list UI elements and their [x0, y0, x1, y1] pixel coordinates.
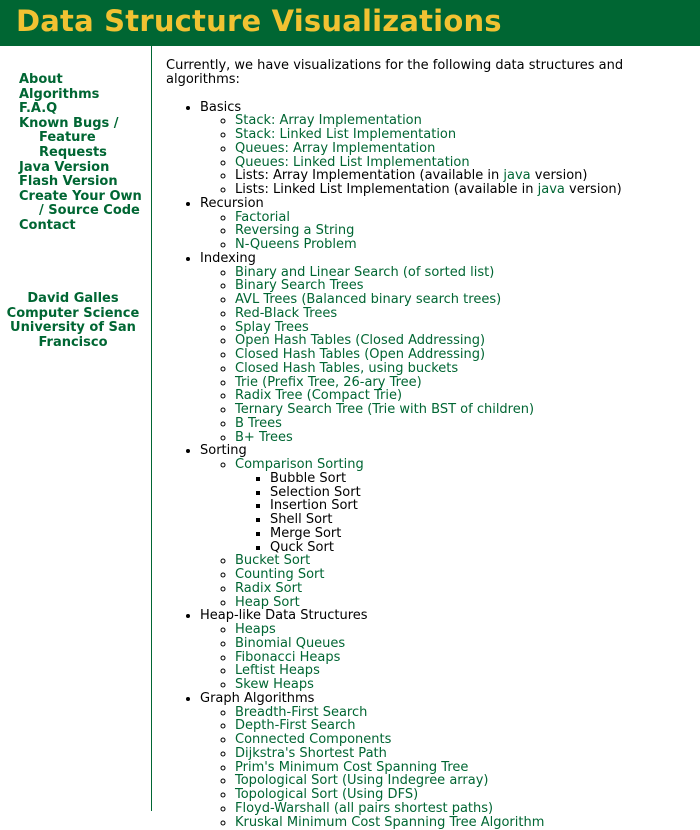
list-item — [270, 513, 696, 527]
sort-name: Selection Sort — [270, 484, 361, 500]
algorithm-link[interactable]: Binomial Queues — [235, 635, 346, 651]
list-item — [270, 541, 696, 555]
list-item[interactable] — [235, 142, 696, 156]
nav-link-known-bugs[interactable]: Known Bugs / Feature Requests — [19, 115, 119, 160]
algorithm-link[interactable]: Open Hash Tables (Closed Addressing) — [235, 333, 486, 349]
list-item[interactable] — [235, 279, 696, 293]
section-sublist — [200, 623, 696, 692]
algorithm-link[interactable]: Stack: Linked List Implementation — [235, 127, 457, 142]
section-item — [200, 252, 696, 445]
section-item — [200, 197, 696, 252]
list-item[interactable] — [235, 238, 696, 252]
list-item[interactable] — [235, 417, 696, 431]
nav-link-java-version[interactable]: Java Version — [19, 159, 110, 175]
list-item[interactable] — [235, 637, 696, 651]
algorithm-link[interactable]: Heaps — [235, 622, 276, 637]
list-item[interactable] — [235, 266, 696, 280]
nav-link-contact[interactable]: Contact — [19, 217, 76, 233]
sort-name: Quck Sort — [270, 539, 334, 555]
java-version-link[interactable]: java — [503, 168, 531, 184]
list-item[interactable] — [235, 376, 696, 390]
algorithm-link[interactable]: Skew Heaps — [235, 677, 314, 692]
list-item[interactable] — [235, 114, 696, 128]
algorithm-link[interactable]: Counting Sort — [235, 567, 325, 582]
list-item[interactable] — [235, 431, 696, 445]
algorithm-link[interactable]: Heap Sort — [235, 594, 300, 610]
algorithm-link[interactable]: Connected Components — [235, 732, 392, 747]
nav-link-faq[interactable]: F.A.Q — [19, 101, 58, 117]
list-item[interactable] — [235, 802, 696, 816]
list-item[interactable] — [235, 774, 696, 788]
list-item[interactable] — [235, 761, 696, 775]
algorithm-link[interactable]: Prim's Minimum Cost Spanning Tree — [235, 759, 469, 775]
nav-link-algorithms[interactable]: Algorithms — [19, 86, 100, 102]
list-item[interactable] — [235, 651, 696, 665]
algorithm-link[interactable]: Queues: Array Implementation — [235, 140, 436, 156]
section-item — [200, 609, 696, 692]
list-item[interactable] — [235, 706, 696, 720]
list-item[interactable] — [235, 788, 696, 802]
list-item[interactable] — [235, 224, 696, 238]
nav-item-algorithms[interactable] — [19, 88, 147, 103]
list-item[interactable] — [235, 403, 696, 417]
algorithm-link[interactable]: B+ Trees — [235, 429, 293, 445]
nav-item-flash-version[interactable] — [19, 175, 147, 190]
sidebar-nav — [19, 73, 147, 234]
list-item-suffix: version) — [530, 168, 588, 184]
list-item-text: Lists: Linked List Implementation (available in — [235, 182, 538, 197]
nav-link-about[interactable]: About — [19, 72, 63, 87]
algorithm-link[interactable]: Red-Black Trees — [235, 305, 338, 321]
algorithm-link[interactable]: Fibonacci Heaps — [235, 649, 341, 665]
list-item[interactable] — [235, 389, 696, 403]
algorithm-link[interactable]: Leftist Heaps — [235, 663, 320, 679]
algorithm-link[interactable]: Depth-First Search — [235, 718, 356, 734]
algorithm-link[interactable]: Closed Hash Tables, using buckets — [235, 360, 459, 376]
nav-item-about[interactable] — [19, 73, 147, 88]
section-item — [200, 101, 696, 197]
section-sublist — [200, 266, 696, 445]
algorithm-link[interactable]: AVL Trees (Balanced binary search trees) — [235, 292, 502, 307]
list-item[interactable] — [235, 321, 696, 335]
list-item[interactable] — [235, 678, 696, 692]
section-sublist — [200, 458, 696, 609]
section-title: Recursion — [200, 195, 264, 211]
algorithm-link[interactable]: N-Queens Problem — [235, 237, 357, 252]
algorithm-link[interactable]: Bucket Sort — [235, 553, 311, 569]
nav-item-java-version[interactable] — [19, 161, 147, 176]
list-item — [270, 486, 696, 500]
algorithm-link[interactable]: Binary and Linear Search (of sorted list) — [235, 264, 495, 280]
algorithm-link[interactable]: Ternary Search Tree (Trie with BST of children) — [235, 402, 535, 417]
sort-name: Shell Sort — [270, 512, 333, 527]
algorithm-link[interactable]: Topological Sort (Using DFS) — [235, 787, 419, 802]
list-item[interactable] — [235, 623, 696, 637]
algorithm-link[interactable]: Topological Sort (Using Indegree array) — [235, 773, 489, 789]
section-title: Heap-like Data Structures — [200, 608, 368, 624]
list-item[interactable] — [235, 458, 696, 554]
list-item[interactable] — [235, 568, 696, 582]
algorithm-link[interactable]: B Trees — [235, 415, 282, 431]
nav-item-faq[interactable] — [19, 102, 147, 117]
list-item[interactable] — [235, 596, 696, 610]
list-item-text: Lists: Array Implementation (available in — [235, 168, 504, 184]
section-title: Indexing — [200, 250, 256, 266]
nav-item-contact[interactable] — [19, 219, 147, 234]
author-block — [6, 292, 140, 350]
list-item[interactable] — [235, 348, 696, 362]
intro-text: Currently, we have visualizations for the following data structures and algorithms: — [166, 58, 624, 87]
list-item[interactable] — [235, 183, 696, 197]
nav-item-known-bugs[interactable] — [19, 117, 147, 161]
algorithm-link[interactable]: Comparison Sorting — [235, 457, 364, 472]
list-item[interactable] — [235, 169, 696, 183]
list-item[interactable] — [235, 156, 696, 170]
algorithm-link[interactable]: Queues: Linked List Implementation — [235, 154, 470, 170]
list-item[interactable] — [235, 293, 696, 307]
list-item[interactable] — [235, 664, 696, 678]
main-content — [166, 59, 696, 829]
list-item[interactable] — [235, 211, 696, 225]
algorithm-link[interactable]: Closed Hash Tables (Open Addressing) — [235, 347, 486, 362]
list-item — [270, 499, 696, 513]
algorithm-link[interactable]: Reversing a String — [235, 223, 355, 239]
algorithm-link[interactable]: Trie (Prefix Tree, 26-ary Tree) — [235, 374, 422, 390]
algorithm-link[interactable]: Floyd-Warshall (all pairs shortest paths) — [235, 800, 494, 816]
algorithm-link[interactable]: Dijkstra's Shortest Path — [235, 745, 387, 761]
list-item[interactable] — [235, 582, 696, 596]
section-sublist — [200, 211, 696, 252]
algorithm-list — [166, 101, 696, 830]
sort-name: Bubble Sort — [270, 470, 347, 486]
nested-sublist — [235, 472, 696, 555]
author-dept: Computer Science — [6, 305, 140, 321]
algorithm-link[interactable]: Kruskal Minimum Cost Spanning Tree Algorithm — [235, 814, 545, 830]
author-school: University of San Francisco — [10, 320, 136, 350]
section-title: Sorting — [200, 443, 247, 459]
list-item[interactable] — [235, 747, 696, 761]
section-item — [200, 692, 696, 830]
java-version-link[interactable]: java — [537, 182, 565, 197]
nav-link-flash-version[interactable]: Flash Version — [19, 174, 118, 190]
sort-name: Merge Sort — [270, 525, 342, 541]
section-title: Basics — [200, 99, 242, 115]
list-item[interactable] — [235, 733, 696, 747]
list-item[interactable] — [235, 816, 696, 830]
nav-link-source-code[interactable]: Create Your Own / Source Code — [19, 188, 142, 219]
list-item — [270, 472, 696, 486]
section-title: Graph Algorithms — [200, 690, 315, 706]
algorithm-link[interactable]: Binary Search Trees — [235, 278, 364, 294]
list-item[interactable] — [235, 128, 696, 142]
list-item[interactable] — [235, 334, 696, 348]
list-item[interactable] — [235, 554, 696, 568]
list-item — [270, 527, 696, 541]
algorithm-link[interactable]: Stack: Array Implementation — [235, 113, 422, 129]
sidebar — [0, 46, 152, 811]
list-item[interactable] — [235, 307, 696, 321]
page-header — [0, 0, 700, 46]
page-title: Data Structure Visualizations — [16, 4, 502, 38]
algorithm-link[interactable]: Factorial — [235, 209, 290, 225]
algorithm-link[interactable]: Radix Sort — [235, 580, 303, 596]
author-name: David Galles — [27, 291, 119, 306]
algorithm-link[interactable]: Radix Tree (Compact Trie) — [235, 388, 403, 404]
list-item-suffix: version) — [564, 182, 622, 197]
sort-name: Insertion Sort — [270, 498, 358, 514]
nav-item-source-code[interactable] — [19, 190, 147, 219]
list-item[interactable] — [235, 719, 696, 733]
list-item[interactable] — [235, 362, 696, 376]
section-sublist — [200, 114, 696, 197]
algorithm-link[interactable]: Splay Trees — [235, 319, 309, 335]
section-item — [200, 444, 696, 609]
algorithm-link[interactable]: Breadth-First Search — [235, 704, 368, 720]
